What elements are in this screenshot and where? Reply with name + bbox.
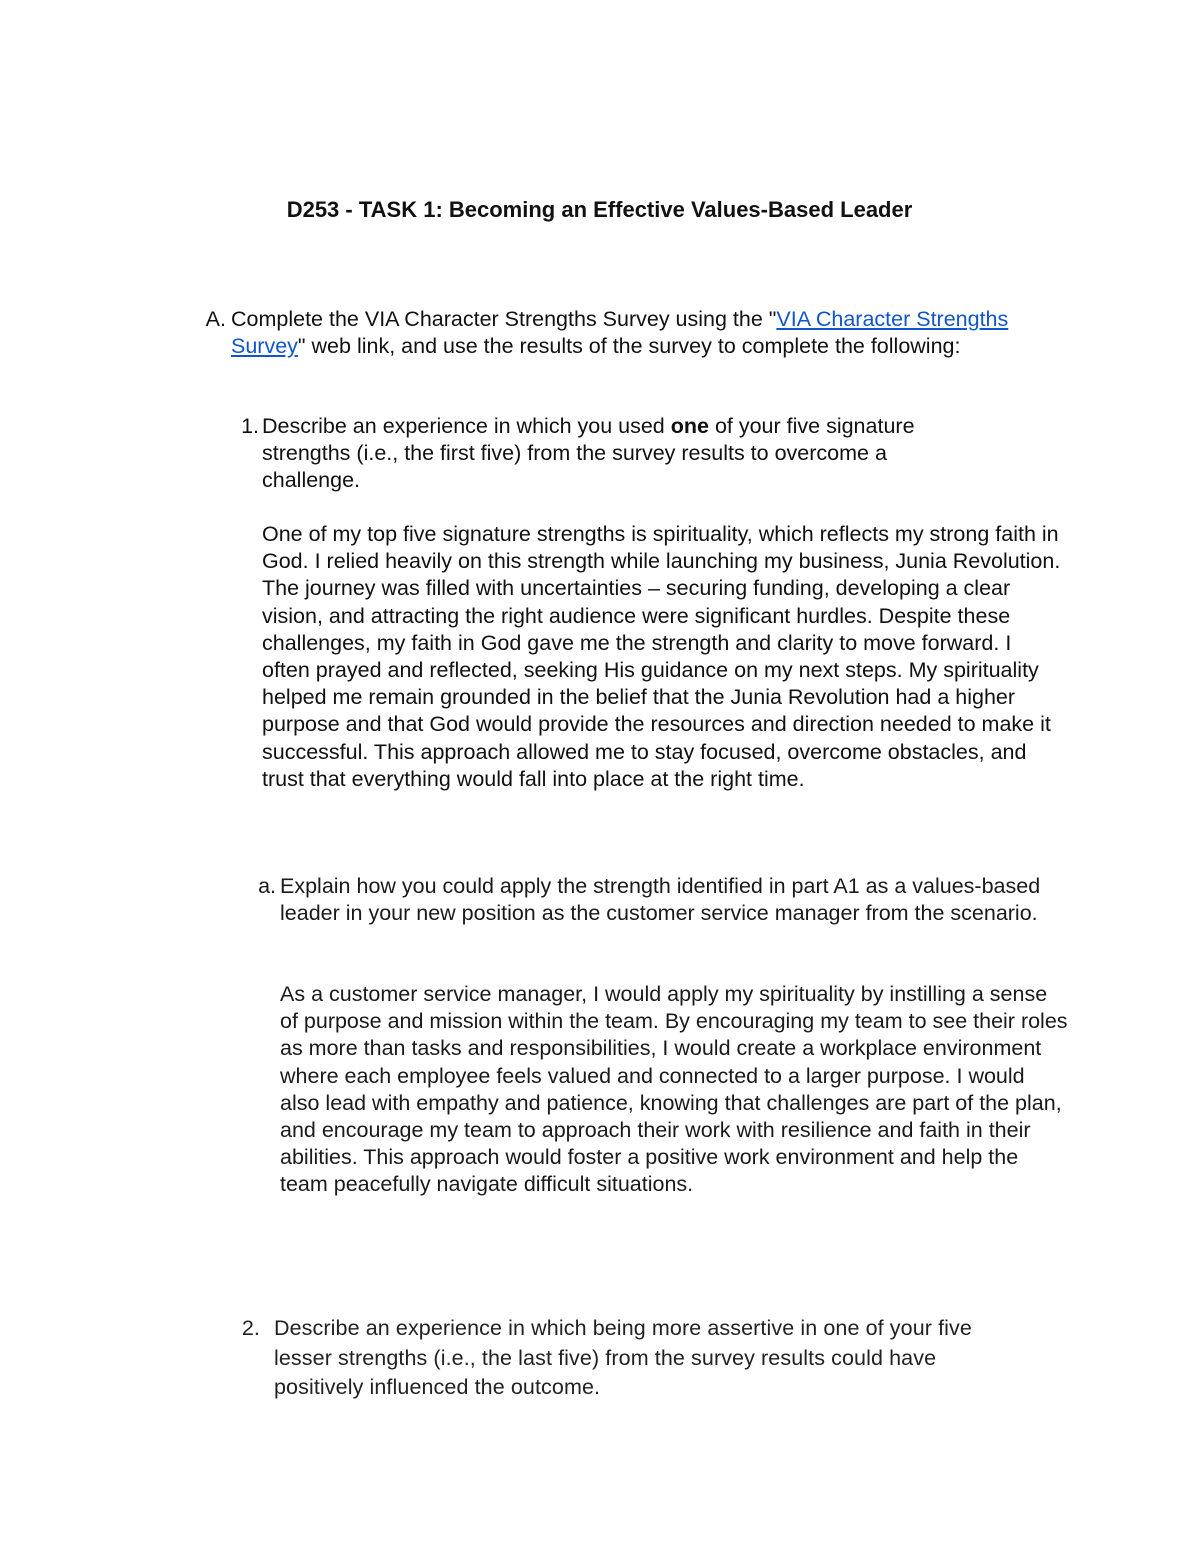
item-1-answer: One of my top five signature strengths is spirituality, which reflects my strong faith in God. I relied heavily on this strength while launching my business, Junia Revolution. The journey was filled with uncertainties – securing funding, developing a clear vision, and attracting the right audience were significant hurdles. Despite these challenges, my faith in God gave me the strength and clarity to move forward. I often prayed and reflected, seeking His guidance on my next steps. My spirituality helped me remain grounded in the belief that the Junia Revolution had a higher purpose and that God would provide the resources and direction needed to make it successful. This approach allowed me to stay focused, overcome obstacles, and trust that everything would fall into place at the right time.: [262, 522, 1061, 791]
item-1a-prompt: Explain how you could apply the strength identified in part A1 as a values-based leader in your new position as the customer service manager from the scenario.: [280, 874, 1041, 926]
item-1a-marker: a.: [258, 874, 276, 898]
item-2: [0, 1314, 1200, 1414]
item-1-marker: 1.: [241, 414, 259, 438]
section-a: [0, 306, 1200, 386]
document-title: D253 - TASK 1: Becoming an Effective Values-Based Leader: [286, 197, 913, 222]
via-survey-link[interactable]: VIA Character Strengths Survey: [231, 307, 1009, 359]
section-a-marker: A.: [205, 307, 226, 331]
section-a-intro: Complete the VIA Character Strengths Survey using the "VIA Character Strengths Survey" web link, and use the results of the survey to complete the following:: [231, 307, 1009, 359]
item-1: [0, 413, 1200, 823]
item-1a-answer: As a customer service manager, I would apply my spirituality by instilling a sense of purpose and mission within the team. By encouraging my team to see their roles as more than tasks and responsibilities, I would create a workplace environment where each employee feels valued and connected to a larger purpose. I would also lead with empathy and patience, knowing that challenges are part of the plan, and encourage my team to approach their work with resilience and faith in their abilities. This approach would foster a positive work environment and help the team peacefully navigate difficult situations.: [280, 982, 1068, 1197]
item-2-prompt: Describe an experience in which being more assertive in one of your five lesser strengths (i.e., the last five) from the survey results could have positively influenced the outcome.: [274, 1316, 972, 1399]
item-1a: [0, 873, 1200, 1233]
emphasis-one: one: [670, 414, 709, 438]
item-2-marker: 2.: [241, 1316, 260, 1340]
item-1-prompt: Describe an experience in which you used one of your five signature strengths (i.e., the first five) from the survey results to overcome a challenge.: [262, 414, 915, 493]
